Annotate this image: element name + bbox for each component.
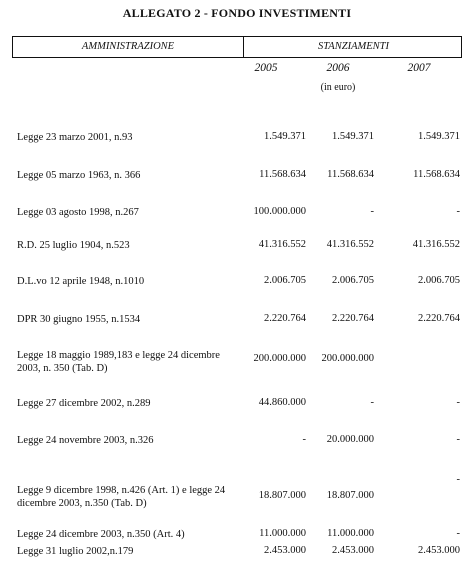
value-2007: 2.006.705: [418, 275, 460, 286]
value-2006: 2.220.764: [332, 313, 374, 324]
value-2007: 2.220.764: [418, 313, 460, 324]
row-label: Legge 05 marzo 1963, n. 366: [17, 170, 141, 181]
row-label: D.L.vo 12 aprile 1948, n.1010: [17, 276, 145, 287]
value-2006: 1.549.371: [332, 131, 374, 142]
value-2006: -: [370, 206, 374, 217]
value-2006: -: [370, 397, 374, 408]
value-2006: 41.316.552: [326, 239, 374, 250]
value-2006: 18.807.000: [326, 490, 374, 501]
year-2007: 2007: [407, 62, 431, 74]
row-label: Legge 27 dicembre 2002, n.289: [17, 398, 151, 409]
year-2006: 2006: [326, 62, 350, 74]
value-2005: 100.000.000: [253, 206, 306, 217]
value-2006: 11.000.000: [327, 528, 374, 539]
row-label: Legge 9 dicembre 1998, n.426 (Art. 1) e legge 24 dicembre 2003, n.350 (Tab. D): [17, 485, 226, 509]
table-header-box: [12, 36, 462, 58]
value-2005: 2.006.705: [264, 275, 306, 286]
value-2007: -: [456, 397, 460, 408]
value-2005: 11.568.634: [259, 169, 306, 180]
row-label: Legge 03 agosto 1998, n.267: [17, 207, 139, 218]
value-2005: 44.860.000: [258, 397, 306, 408]
row-label: Legge 31 luglio 2002,n.179: [17, 546, 134, 557]
value-2005: 18.807.000: [258, 490, 306, 501]
value-2006: 2.453.000: [332, 545, 374, 556]
value-2007: 2.453.000: [418, 545, 460, 556]
header-stanziamenti: STANZIAMENTI: [318, 41, 389, 52]
document-title: ALLEGATO 2 - FONDO INVESTIMENTI: [122, 6, 352, 20]
value-2007: -: [456, 434, 460, 445]
unit-label: (in euro): [320, 82, 356, 93]
value-2005: 200.000.000: [253, 353, 306, 364]
value-2007: 1.549.371: [418, 131, 460, 142]
row-label: R.D. 25 luglio 1904, n.523: [17, 240, 130, 251]
row-label: Legge 18 maggio 1989,183 e legge 24 dicembre 2003, n. 350 (Tab. D): [17, 350, 220, 374]
value-2005: -: [302, 434, 306, 445]
value-2005: 41.316.552: [258, 239, 306, 250]
year-headers: [0, 62, 474, 78]
value-2005: 2.453.000: [264, 545, 306, 556]
year-2005: 2005: [254, 62, 278, 74]
row-label: Legge 24 novembre 2003, n.326: [17, 435, 154, 446]
value-2007: -: [456, 474, 460, 485]
value-2007: -: [456, 528, 460, 539]
value-2007: 11.568.634: [413, 169, 460, 180]
value-2007: 41.316.552: [412, 239, 460, 250]
row-label: DPR 30 giugno 1955, n.1534: [17, 314, 141, 325]
value-2007: -: [456, 206, 460, 217]
row-label: Legge 23 marzo 2001, n.93: [17, 132, 133, 143]
value-2006: 200.000.000: [321, 353, 374, 364]
value-2005: 11.000.000: [259, 528, 306, 539]
header-amministrazione: AMMINISTRAZIONE: [81, 41, 175, 52]
row-label: Legge 24 dicembre 2003, n.350 (Art. 4): [17, 529, 185, 540]
value-2005: 1.549.371: [264, 131, 306, 142]
value-2006: 20.000.000: [326, 434, 374, 445]
value-2006: 11.568.634: [327, 169, 374, 180]
value-2005: 2.220.764: [264, 313, 306, 324]
value-2006: 2.006.705: [332, 275, 374, 286]
